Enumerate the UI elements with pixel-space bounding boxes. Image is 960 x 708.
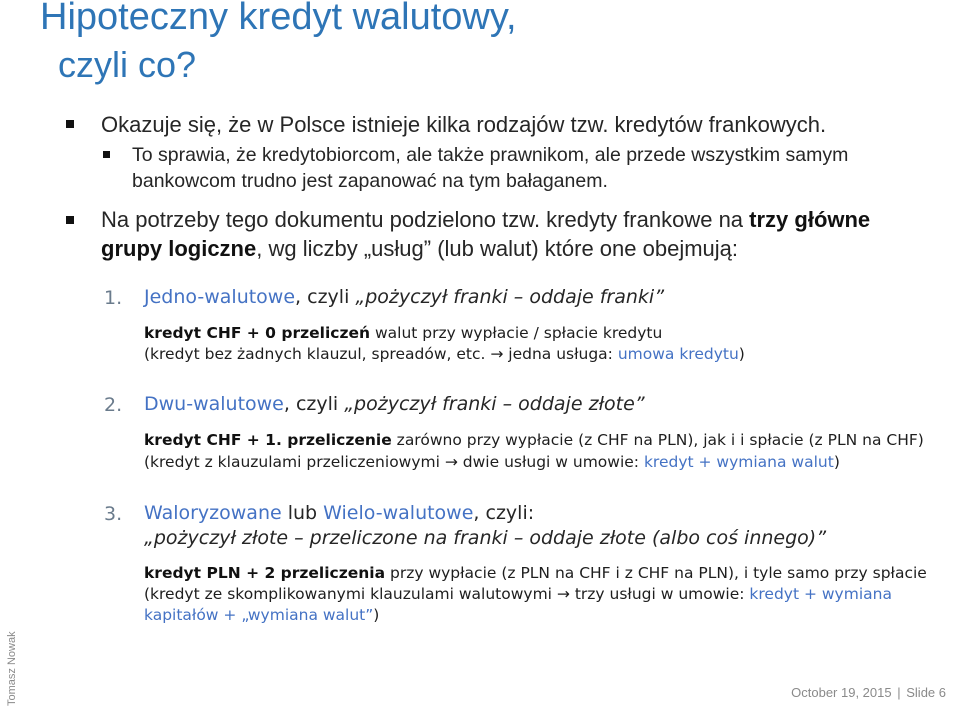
group-1-line-1-rest: walut przy wypłacie / spłacie kredytu	[370, 324, 663, 342]
group-1-phrase: „pożyczył franki – oddaje franki”	[355, 286, 665, 308]
group-2-detail-line-2	[144, 453, 840, 471]
group-1-service: umowa kredytu	[617, 345, 739, 363]
group-2-rest: , czyli	[283, 393, 345, 415]
group-2-bold-2: przeliczenie	[287, 431, 392, 449]
arrow-right-icon: →	[444, 453, 458, 471]
arrow-right-icon: →	[556, 585, 570, 603]
author-name: Tomasz Nowak	[6, 631, 18, 706]
group-3-name-1: Waloryzowane	[144, 502, 282, 524]
group-2-services: kredyt + wymiana walut	[643, 453, 834, 471]
group-3-detail-line-3	[144, 606, 379, 624]
group-3-phrase: „pożyczył złote – przeliczone na franki – oddaje złote (albo coś innego)”	[144, 527, 827, 549]
bullet-3-line-2	[101, 236, 738, 262]
group-2-phrase: „pożyczył franki – oddaje złote”	[344, 393, 645, 415]
arrow-right-icon: →	[490, 345, 504, 363]
group-1-detail-line-2	[144, 345, 745, 363]
group-2-name: Dwu-walutowe	[144, 393, 284, 415]
group-1-line-2-a: (kredyt bez żadnych klauzul, spreadów, etc.	[144, 345, 491, 363]
bullet-3-bold-1: trzy główne	[749, 207, 871, 232]
group-3-services-b: kapitałów + „wymiana walut”	[144, 606, 374, 624]
slide-number: Slide 6	[906, 685, 946, 700]
bullet-3-text-a: Na potrzeby tego dokumentu podzielono tzw. kredyty frankowe na	[101, 207, 750, 232]
group-3-heading	[144, 502, 534, 524]
group-3-detail-line-2	[144, 585, 892, 603]
group-3-number: 3.	[104, 503, 123, 525]
group-3-name-2: Wielo-walutowe	[323, 502, 474, 524]
group-2-line-2-a: (kredyt z klauzulami przeliczeniowymi	[144, 453, 445, 471]
bullet-3-text-b: , wg liczby „usług” (lub walut) które one obejmują:	[256, 236, 739, 261]
page-subtitle: czyli co?	[58, 44, 197, 85]
group-1-name: Jedno-walutowe	[144, 286, 296, 308]
group-3-line-2-a: (kredyt ze skomplikowanymi klauzulami walutowymi	[144, 585, 557, 603]
group-3-phrase-line	[144, 527, 826, 549]
group-3-mid: lub	[281, 502, 324, 524]
bullet-square-icon	[66, 216, 74, 224]
bullet-2-line-2: bankowcom trudno jest zapanować na tym bałaganem.	[132, 170, 608, 192]
group-1-number: 1.	[104, 287, 123, 309]
page-title: Hipoteczny kredyt walutowy,	[40, 0, 517, 38]
group-3-line-3-end: )	[373, 606, 380, 624]
footer-separator: |	[897, 685, 901, 700]
group-1-line-2-end: )	[738, 345, 745, 363]
group-2-line-2-end: )	[833, 453, 840, 471]
group-3-rest: , czyli:	[473, 502, 535, 524]
bullet-3-line-1	[101, 207, 870, 233]
bullet-1-text: Okazuje się, że w Polsce istnieje kilka rodzajów tzw. kredytów frankowych.	[101, 112, 827, 137]
sub-bullet-square-icon	[103, 151, 110, 158]
group-2-line-2-b: dwie usługi w umowie:	[457, 453, 644, 471]
slide-date: October 19, 2015	[791, 685, 892, 700]
group-1-detail-line-1	[144, 324, 662, 342]
group-3-bold: kredyt PLN + 2 przeliczenia	[144, 564, 386, 582]
group-2-heading	[144, 393, 645, 415]
bullet-3-bold-2: grupy logiczne	[101, 236, 257, 261]
group-2-detail-line-1	[144, 431, 924, 449]
group-1-heading	[144, 286, 664, 308]
group-3-detail-line-1	[144, 564, 927, 582]
group-2-bold-1: kredyt CHF + 1.	[144, 431, 288, 449]
bullet-2-line-1: To sprawia, że kredytobiorcom, ale także prawnikom, ale przede wszystkim samym	[132, 144, 849, 166]
group-3-services-a: kredyt + wymiana	[749, 585, 892, 603]
slide-footer	[791, 685, 946, 700]
group-3-line-2-b: trzy usługi w umowie:	[569, 585, 750, 603]
group-2-line-1-rest: zarówno przy wypłacie (z CHF na PLN), jak i i spłacie (z PLN na CHF)	[391, 431, 924, 449]
bullet-square-icon	[66, 120, 74, 128]
group-1-bold: kredyt CHF + 0 przeliczeń	[144, 324, 371, 342]
group-1-line-2-b: jedna usługa:	[503, 345, 618, 363]
group-1-rest: , czyli	[295, 286, 356, 308]
group-3-line-1-rest: przy wypłacie (z PLN na CHF i z CHF na PLN), i tyle samo przy spłacie	[385, 564, 927, 582]
group-2-number: 2.	[104, 394, 123, 416]
